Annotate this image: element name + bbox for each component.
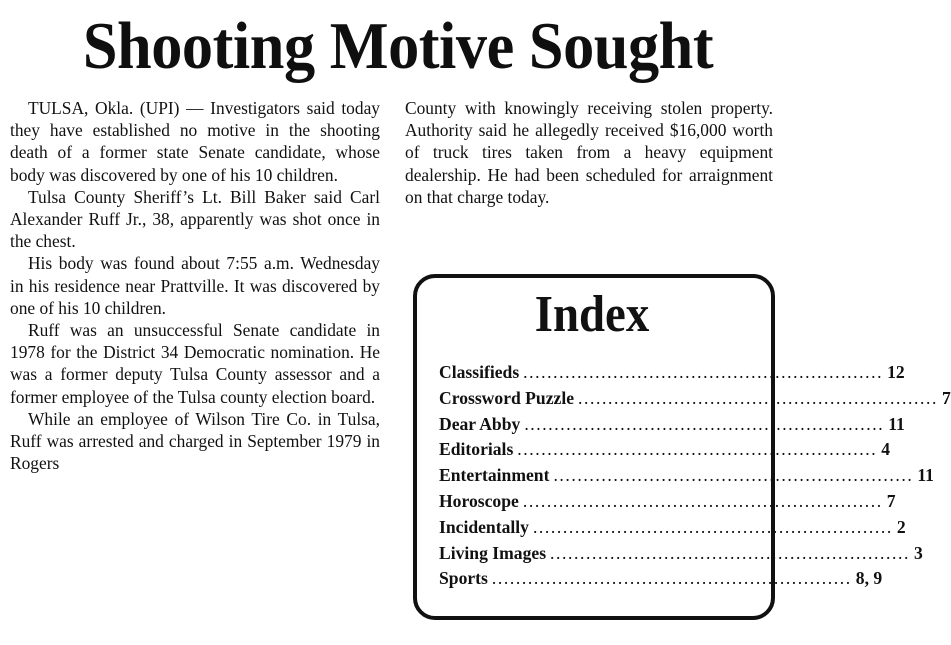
leader-dots: ............................................................	[532, 516, 893, 537]
index-entry	[439, 463, 934, 489]
index-entry-name: Horoscope	[439, 490, 519, 511]
index-entry-page: 7	[941, 387, 951, 408]
index-entry	[439, 541, 923, 567]
leader-dots: ............................................................	[550, 542, 910, 563]
index-title: Index	[534, 286, 650, 343]
index-entry	[439, 412, 905, 438]
index-entry-page: 12	[887, 362, 905, 382]
leader-dots: ............................................................	[523, 362, 884, 382]
index-entry	[439, 386, 951, 412]
index-box	[413, 274, 951, 620]
index-entry	[439, 437, 890, 463]
index-entry	[439, 515, 906, 541]
article-paragraph: TULSA, Okla. (UPI) — Investigators said today they have established no motive in the shooting death of a former state Senate candidate, whose body was discovered by one of his 10 children.	[10, 98, 380, 185]
index-entry-page: 11	[888, 413, 905, 434]
article-paragraph: His body was found about 7:55 a.m. Wednesday in his residence near Prattville. It was discovered by one of his 10 children.	[10, 253, 380, 318]
index-entry-name: Living Images	[439, 542, 547, 563]
index-entry-name: Incidentally	[439, 516, 529, 537]
article-paragraph: Ruff was an unsuccessful Senate candidate in 1978 for the District 34 Democratic nomination. He was a former deputy Tulsa County assessor and a former employee of the Tulsa county election board.	[10, 320, 380, 407]
index-entry-name: Entertainment	[439, 465, 550, 486]
leader-dots: ............................................................	[491, 568, 852, 589]
leader-dots: ............................................................	[553, 465, 914, 486]
index-entry-page: 3	[913, 542, 923, 563]
index-entry-name: Crossword Puzzle	[439, 387, 575, 408]
leader-dots: ............................................................	[524, 413, 885, 434]
index-entry-page: 11	[917, 465, 934, 486]
article-column-right	[405, 97, 773, 208]
index-entry	[439, 489, 896, 515]
article-paragraph: While an employee of Wilson Tire Co. in Tulsa, Ruff was arrested and charged in September 1979 in Rogers	[10, 408, 380, 474]
leader-dots: ............................................................	[578, 387, 938, 408]
index-entry-page: 4	[881, 439, 890, 460]
article-column-left	[10, 97, 380, 474]
article-paragraph: County with knowingly receiving stolen property. Authority said he allegedly received $16,000 worth of truck tires taken from a heavy equipment dealership. He had been scheduled for arraignment on that charge today.	[405, 98, 773, 207]
index-entry-name: Editorials	[439, 439, 514, 460]
index-entry-name: Classifieds	[439, 362, 520, 382]
index-entry-page: 7	[886, 490, 896, 511]
index-entry	[439, 566, 883, 592]
index-entry-name: Dear Abby	[439, 413, 521, 434]
headline: Shooting Motive Sought	[82, 9, 714, 83]
index-entry-page: 2	[896, 516, 906, 537]
article-paragraph: Tulsa County Sheriff’s Lt. Bill Baker said Carl Alexander Ruff Jr., 38, apparently was shot once in the chest.	[10, 186, 380, 252]
leader-dots: ............................................................	[517, 439, 878, 460]
index-entry-name: Sports	[439, 568, 488, 589]
index-entry	[439, 360, 905, 386]
leader-dots: ............................................................	[522, 490, 883, 511]
index-entry-page: 8, 9	[855, 568, 883, 589]
